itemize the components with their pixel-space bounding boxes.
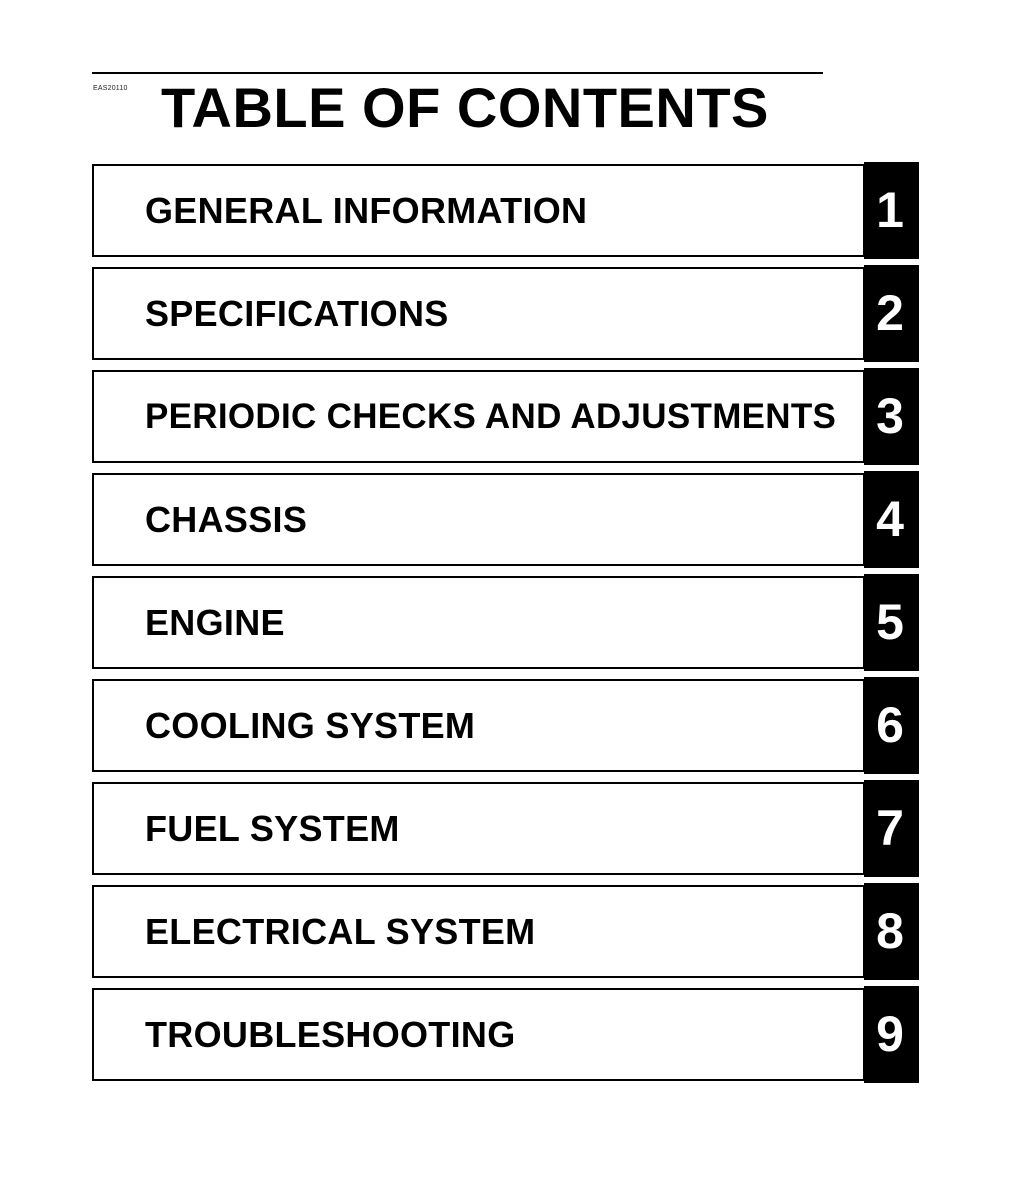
header-rule: [92, 72, 823, 74]
toc-item-troubleshooting[interactable]: [92, 986, 919, 1083]
chapter-number: 4: [876, 491, 904, 547]
toc-item-label: GENERAL INFORMATION: [145, 190, 588, 231]
toc-item-general-information[interactable]: [92, 162, 919, 259]
toc-item-box: [92, 885, 865, 978]
chapter-number: 1: [876, 182, 904, 238]
toc-item-box: [92, 370, 865, 463]
toc-item-box: [92, 679, 865, 772]
toc-item-label: ELECTRICAL SYSTEM: [145, 911, 536, 952]
toc-item-box: [92, 164, 865, 257]
toc-item-box: [92, 782, 865, 875]
toc-item-chassis[interactable]: [92, 471, 919, 568]
toc-item-label: SPECIFICATIONS: [145, 293, 449, 334]
toc-item-electrical-system[interactable]: [92, 883, 919, 980]
chapter-tab[interactable]: [864, 162, 919, 259]
toc-item-engine[interactable]: [92, 574, 919, 671]
toc-item-specifications[interactable]: [92, 265, 919, 362]
chapter-tab[interactable]: [864, 986, 919, 1083]
chapter-number: 6: [876, 697, 904, 753]
toc-item-box: [92, 473, 865, 566]
toc-item-box: [92, 988, 865, 1081]
toc-item-box: [92, 267, 865, 360]
toc-item-label: ENGINE: [145, 602, 285, 643]
chapter-tab[interactable]: [864, 471, 919, 568]
toc-item-periodic-checks[interactable]: [92, 368, 919, 465]
chapter-number: 5: [876, 594, 904, 650]
chapter-tab[interactable]: [864, 883, 919, 980]
toc-item-cooling-system[interactable]: [92, 677, 919, 774]
toc-item-label: PERIODIC CHECKS AND ADJUSTMENTS: [145, 397, 837, 436]
toc-item-label: COOLING SYSTEM: [145, 705, 476, 746]
chapter-number: 8: [876, 903, 904, 959]
chapter-tab[interactable]: [864, 368, 919, 465]
toc-item-fuel-system[interactable]: [92, 780, 919, 877]
chapter-tab[interactable]: [864, 677, 919, 774]
chapter-number: 2: [876, 285, 904, 341]
chapter-number: 3: [876, 388, 904, 444]
chapter-number: 7: [876, 800, 904, 856]
chapter-tab[interactable]: [864, 265, 919, 362]
chapter-tab[interactable]: [864, 780, 919, 877]
page-title: TABLE OF CONTENTS: [161, 76, 769, 139]
toc-item-box: [92, 576, 865, 669]
toc-item-label: FUEL SYSTEM: [145, 808, 400, 849]
chapter-number: 9: [876, 1006, 904, 1062]
chapter-tab[interactable]: [864, 574, 919, 671]
toc-item-label: TROUBLESHOOTING: [145, 1014, 516, 1055]
toc-item-label: CHASSIS: [145, 499, 308, 540]
document-code: EAS20110: [93, 85, 128, 92]
